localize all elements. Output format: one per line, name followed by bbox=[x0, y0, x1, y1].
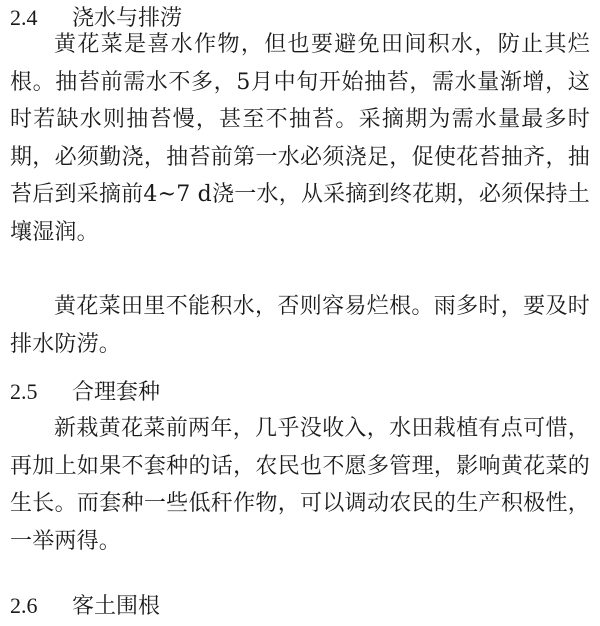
paragraph: 黄花菜田里不能积水，否则容易烂根。雨多时，要及时排水防涝。 bbox=[10, 294, 590, 357]
section-number: 2.6 bbox=[10, 593, 38, 618]
section-title: 浇水与排涝 bbox=[72, 6, 183, 31]
section-title: 合理套种 bbox=[72, 380, 161, 405]
section-number: 2.4 bbox=[10, 5, 38, 30]
section-number: 2.5 bbox=[10, 379, 38, 404]
section-heading-2-5 bbox=[10, 377, 160, 407]
section-heading-2-6 bbox=[10, 591, 160, 621]
paragraph: 黄花菜是喜水作物，但也要避免田间积水，防止其烂根。抽苔前需水不多，5月中旬开始抽苔，需水量渐增，这时若缺水则抽苔慢，甚至不抽苔。采摘期为需水量最多时期，必须勤浇，抽苔前第一水必须浇足，促使花苔抽齐，抽苔后到采摘前4~7 d浇一水，从采摘到终花期，必须保持土壤湿润。 bbox=[10, 32, 590, 245]
paragraph: 新栽黄花菜前两年，几乎没收入，水田栽植有点可惜，再加上如果不套种的话，农民也不愿多管理，影响黄花菜的生长。而套种一些低秆作物，可以调动农民的生产积极性，一举两得。 bbox=[10, 416, 590, 554]
section-title: 客土围根 bbox=[72, 594, 161, 619]
